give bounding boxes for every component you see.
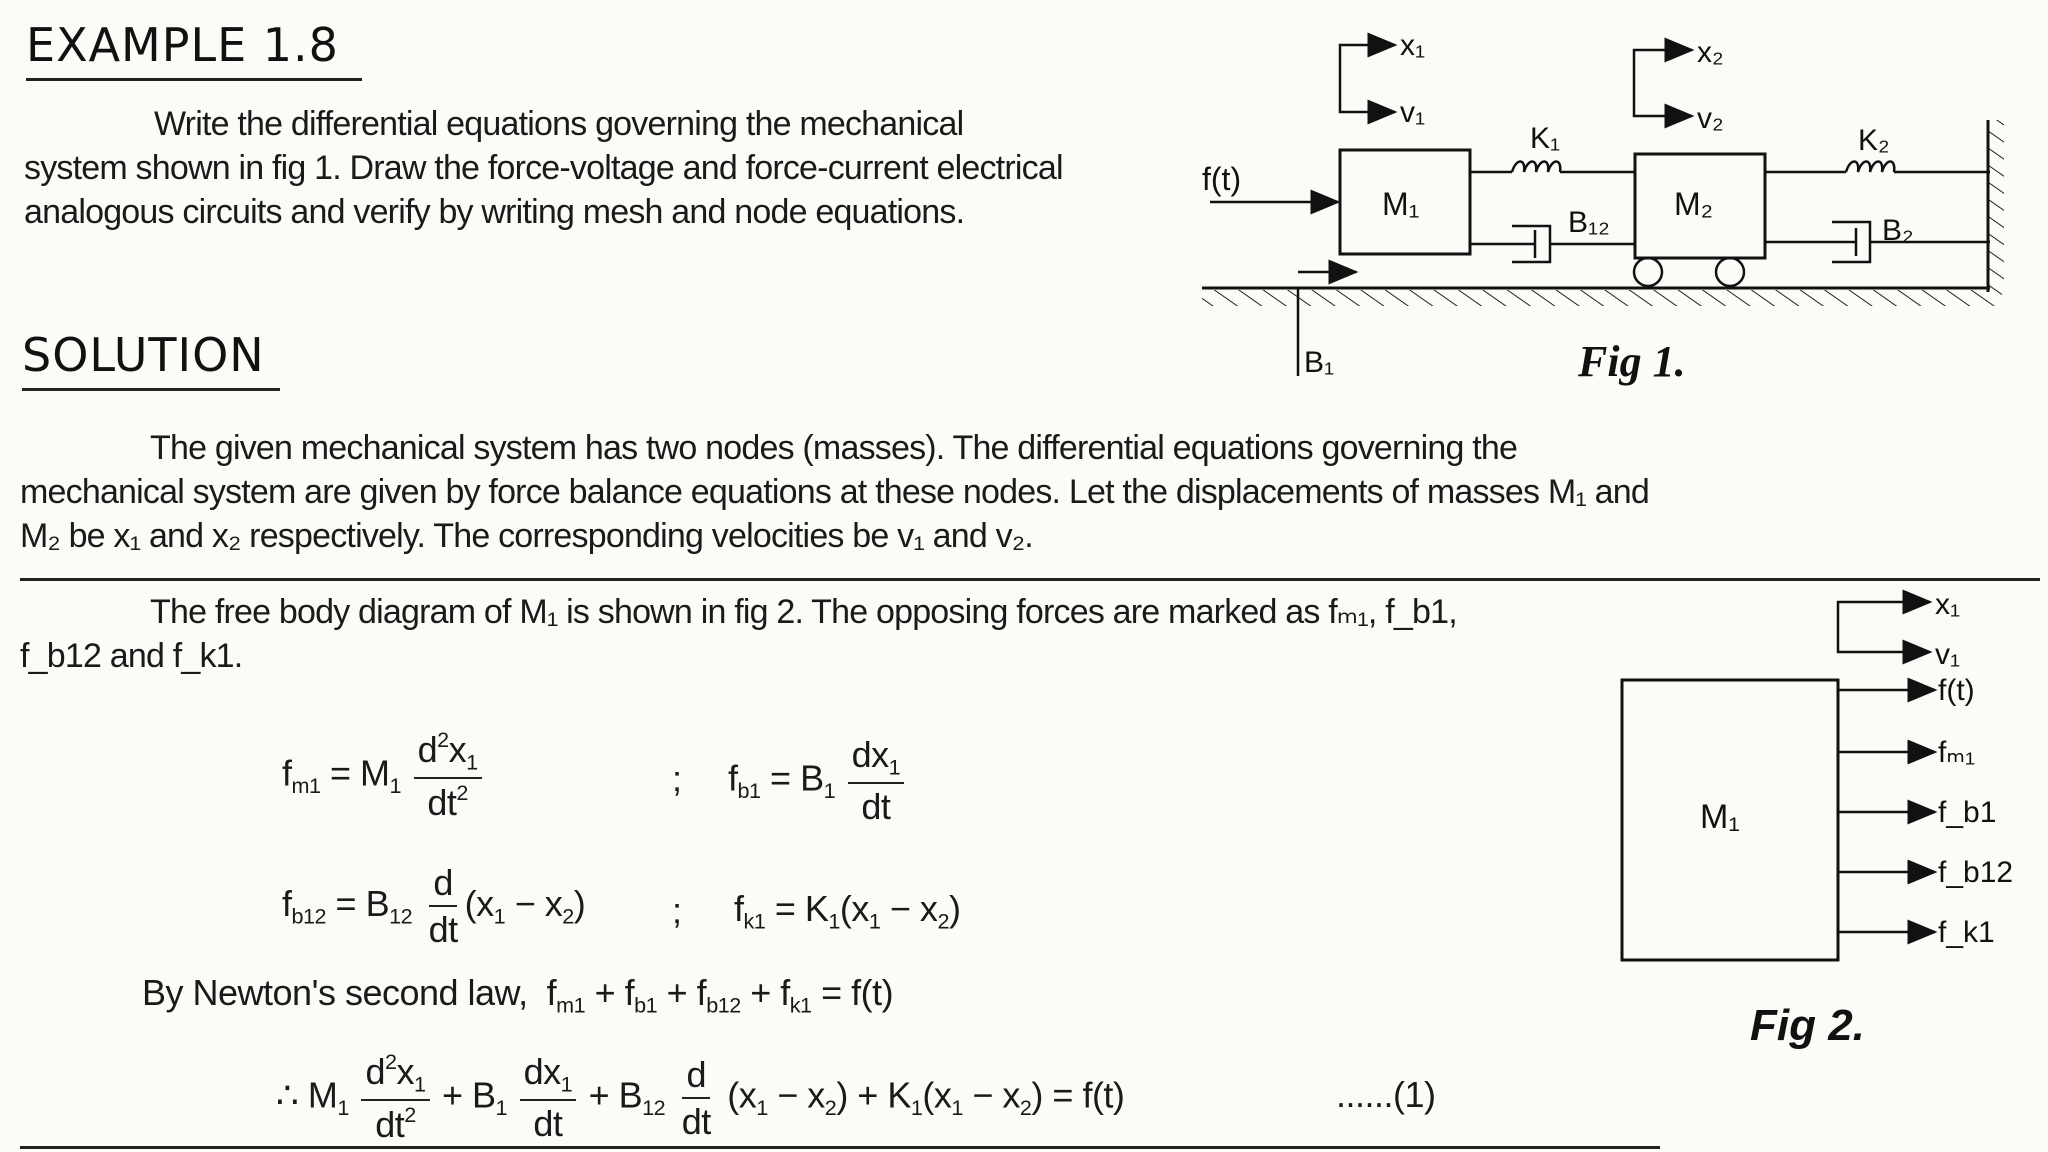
fig1-ground — [1202, 288, 2002, 306]
fig1-b2-label: B₂ — [1882, 214, 1914, 247]
fig2-force-fb1: f_b1 — [1938, 796, 1997, 829]
fig1-b1-label: B₁ — [1304, 346, 1335, 379]
equation-fb12: $f_{b12} = B_{12}$ $\frac{d}{dt}$ $(x_1 - x_2)$ — [282, 862, 586, 951]
fig1-damper-b12 — [1470, 226, 1635, 262]
fig1-m2-label: M₂ — [1674, 186, 1714, 222]
example-heading: EXAMPLE 1.8 — [26, 18, 362, 81]
fig2-caption: Fig 2. — [1750, 1001, 1865, 1050]
equation-fm1: $f_{m1} = M_1$ $\frac{d^2x_1}{dt^2}$ — [282, 728, 485, 824]
problem-statement: Write the differential equations governing the mechanical system shown in fig 1. Draw the force-voltage and force-current electrical analogous circuits and verify by writing mesh and node equations. — [24, 105, 1063, 231]
fig1-v1-label: v₁ — [1400, 96, 1426, 129]
fig1-force-label: f(t) — [1202, 161, 1242, 197]
fig1-x1-label: x₁ — [1400, 29, 1426, 62]
bottom-rule — [20, 1146, 1660, 1149]
fig1-wheel-right — [1716, 258, 1744, 286]
fig2-x1-label: x₁ — [1935, 588, 1961, 621]
equation-separator-2: ; — [672, 890, 682, 931]
newton-law: By Newton's second law, $f_{m1} + f_{b1} + f_{b12} + f_{k1} = f(t)$ — [142, 972, 894, 1018]
fig2-force-fb12: f_b12 — [1938, 856, 2014, 889]
fig2-v1-label: v₁ — [1935, 638, 1961, 671]
fig1-diagram — [1190, 0, 2010, 400]
equation-separator-1: ; — [672, 758, 682, 799]
solution-heading: SOLUTION — [22, 328, 280, 391]
fig1-b12-label: B₁₂ — [1568, 206, 1610, 239]
fig1-spring-k2 — [1765, 162, 1990, 173]
fig1-k2-label: K₂ — [1858, 124, 1890, 157]
fig1-caption: Fig 1. — [1578, 337, 1686, 386]
fig1-wheel-left — [1634, 258, 1662, 286]
equation-fk1: $f_{k1} = K_1(x_1 - x_2)$ — [734, 888, 961, 934]
solution-paragraph-1: The given mechanical system has two nodes (masses). The differential equations governing the mechanical system are given by force balance equations at these nodes. Let the displacements of masses M₁ and M₂ be x₁ and x₂ respectively. The corresponding velocities be v₁ and v₂. — [20, 429, 1650, 555]
equation-fb1: $f_{b1} = B_1$ $\frac{dx_1}{dt}$ — [728, 734, 907, 828]
fig2-force-ft: f(t) — [1938, 674, 1975, 707]
fig2-force-fk1: f_k1 — [1938, 916, 1995, 949]
fig2-x1-arrow — [1838, 602, 1930, 652]
fig2-force-fm1: fₘ₁ — [1938, 736, 1976, 769]
fig1-x2-arrow — [1634, 50, 1692, 116]
fig1-v2-label: v₂ — [1697, 102, 1724, 135]
fig1-wall — [1988, 120, 2004, 292]
fig2-mass-label: M₁ — [1700, 798, 1740, 836]
fig2-diagram — [1600, 580, 2020, 1060]
fig1-x1-arrow — [1340, 45, 1395, 112]
newton-intro: By Newton's second law, — [142, 972, 528, 1013]
fig1-damper-b2 — [1765, 222, 1990, 262]
equation-number: ......(1) — [1336, 1074, 1436, 1115]
fig1-x2-label: x₂ — [1697, 36, 1724, 69]
solution-paragraph-2: The free body diagram of M₁ is shown in fig 2. The opposing forces are marked as fₘ₁, f_b1, f_b12 and f_k1. — [20, 593, 1457, 675]
fig1-m1-label: M₁ — [1382, 186, 1420, 222]
equation-1: ∴ $M_1$ $\frac{d^2x_1}{dt^2}$ + $B_1$ $\frac{dx_1}{dt}$ + $B_{12}$ $\frac{d}{dt}$ $(x_1 - x_2) + K_1(x_1 - x_2) = f(t)$ — [276, 1049, 1125, 1146]
fig1-k1-label: K₁ — [1530, 122, 1561, 155]
fig1-spring-k1 — [1470, 162, 1635, 173]
